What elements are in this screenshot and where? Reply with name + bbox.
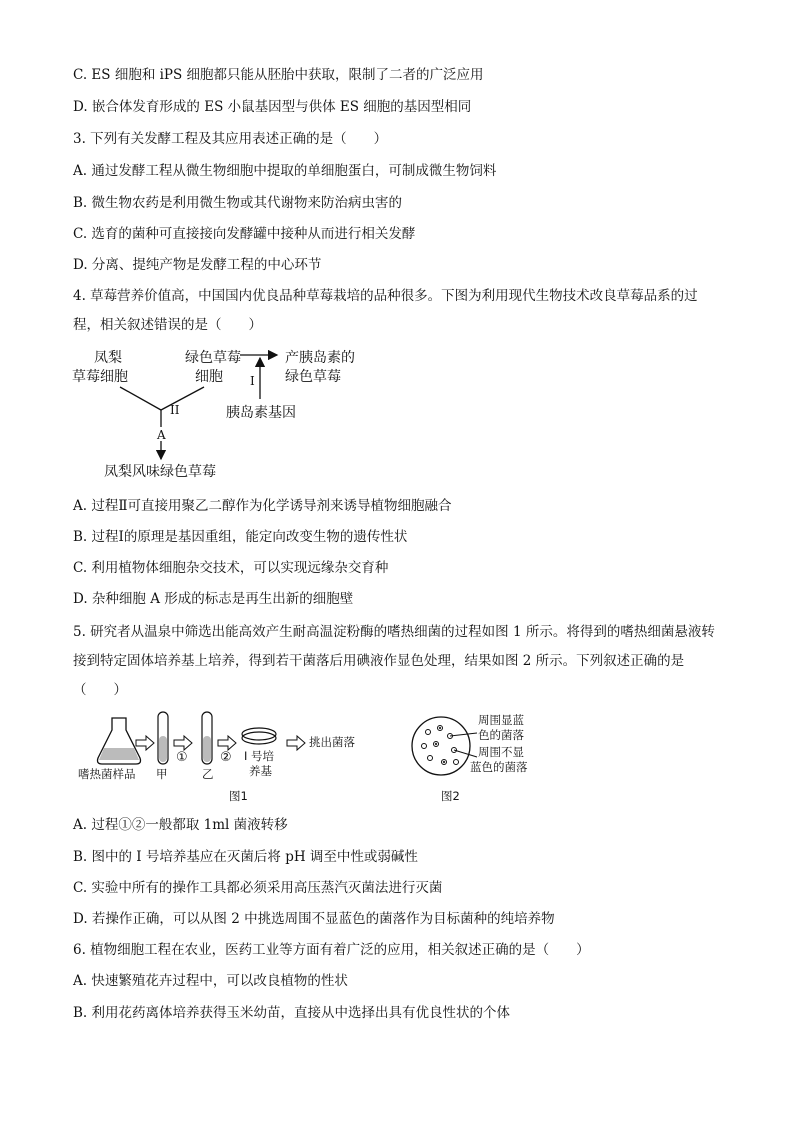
q3-option-a: A. 通过发酵工程从微生物细胞中提取的单细胞蛋白，可制成微生物饲料 — [73, 163, 497, 179]
q5-option-d: D. 若操作正确，可以从图 2 中挑选周围不显蓝色的菌落作为目标菌种的纯培养物 — [73, 911, 555, 927]
q6-option-a: A. 快速繁殖花卉过程中，可以改良植物的性状 — [73, 973, 348, 989]
option-c-prev: C. ES 细胞和 iPS 细胞都只能从胚胎中获取，限制了二者的广泛应用 — [73, 67, 484, 83]
pineapple-label: 凤梨 — [94, 350, 122, 366]
q4-option-d: D. 杂种细胞 A 形成的标志是再生出新的细胞壁 — [73, 591, 354, 607]
figure-2-caption: 图2 — [441, 789, 460, 803]
q5-option-b: B. 图中的 I 号培养基应在灭菌后将 pH 调至中性或弱碱性 — [73, 849, 418, 865]
no-blue-colony-label-2: 蓝色的菌落 — [470, 760, 528, 774]
option-d-prev: D. 嵌合体发育形成的 ES 小鼠基因型与供体 ES 细胞的基因型相同 — [73, 99, 472, 115]
product-label-2: 绿色草莓 — [285, 369, 341, 385]
q3-option-d: D. 分离、提纯产物是发酵工程的中心环节 — [73, 257, 322, 273]
medium-label: I 号培 — [244, 749, 275, 763]
step-1-marker: ① — [176, 750, 188, 765]
q4-option-c: C. 利用植物体细胞杂交技术，可以实现远缘杂交育种 — [73, 560, 389, 576]
question-4: 4. 草莓营养价值高，中国国内优良品种草莓栽培的品种很多。下图为利用现代生物技术改良草莓品系的过程，相关叙述错误的是（ ） — [73, 288, 698, 333]
step-2-marker: ② — [220, 750, 232, 765]
q4-option-a: A. 过程Ⅱ可直接用聚乙二醇作为化学诱导剂来诱导植物细胞融合 — [73, 498, 452, 514]
question-3: 3. 下列有关发酵工程及其应用表述正确的是（ ） — [73, 131, 388, 147]
product-label: 产胰岛素的 — [285, 350, 355, 366]
q5-option-c: C. 实验中所有的操作工具都必须采用高压蒸汽灭菌法进行灭菌 — [73, 880, 443, 896]
q6-option-b: B. 利用花药离体培养获得玉米幼苗，直接从中选择出具有优良性状的个体 — [73, 1005, 511, 1021]
question-6: 6. 植物细胞工程在农业，医药工业等方面有着广泛的应用，相关叙述正确的是（ ） — [73, 942, 590, 958]
tube-a-label: 甲 — [156, 767, 168, 781]
question-5: 5. 研究者从温泉中筛选出能高效产生耐高温淀粉酶的嗜热细菌的过程如图 1 所示。将得到的嗜热细菌悬液转接到特定固体培养基上培养，得到若干菌落后用碘液作显色处理，结果如图 2 所示。下列叙述正确的是（ ） — [73, 624, 715, 698]
step-2-label: II — [170, 403, 180, 417]
blue-colony-label-2: 色的菌落 — [478, 728, 524, 742]
step-1-label: I — [250, 374, 255, 388]
result-label: 凤梨风味绿色草莓 — [104, 464, 216, 480]
blue-colony-label: 周围显蓝 — [478, 713, 524, 727]
green-strawberry-label: 绿色草莓 — [185, 350, 241, 366]
insulin-gene-label: 胰岛素基因 — [226, 405, 296, 421]
tube-b-label: 乙 — [202, 767, 214, 781]
q5-option-a: A. 过程①②一般都取 1ml 菌液转移 — [73, 817, 288, 833]
medium-label-2: 养基 — [249, 764, 272, 778]
green-strawberry-label-2: 细胞 — [195, 369, 223, 385]
figure-1-caption: 图1 — [229, 789, 248, 803]
pick-colony-label: 挑出菌落 — [309, 735, 355, 749]
pineapple-label-2: 草莓细胞 — [72, 369, 128, 385]
cell-a-label: A — [157, 428, 166, 442]
q3-option-c: C. 选育的菌种可直接接向发酵罐中接种从而进行相关发酵 — [73, 226, 416, 242]
q3-option-b: B. 微生物农药是利用微生物或其代谢物来防治病虫害的 — [73, 195, 403, 211]
sample-label: 嗜热菌样品 — [78, 767, 136, 781]
no-blue-colony-label: 周围不显 — [478, 745, 524, 759]
q4-option-b: B. 过程Ⅰ的原理是基因重组，能定向改变生物的遗传性状 — [73, 529, 408, 545]
